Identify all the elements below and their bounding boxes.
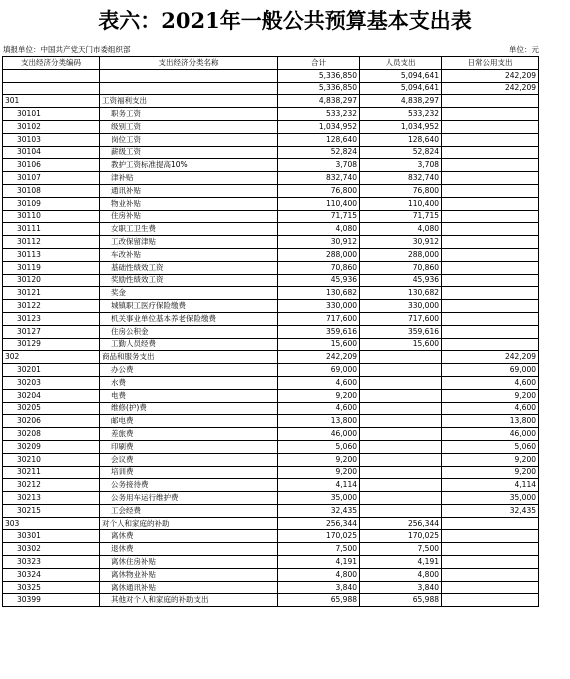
code-cell: 30205 [3,402,100,415]
name-cell: 基础性绩效工资 [100,261,278,274]
total-cell: 533,232 [278,108,360,121]
table-row [3,466,539,479]
personnel-cell: 5,094,641 [360,69,442,82]
table-row [3,274,539,287]
code-cell: 30104 [3,146,100,159]
personnel-cell [360,428,442,441]
table-row [3,364,539,377]
code-cell: 301 [3,95,100,108]
code-cell: 30213 [3,492,100,505]
budget-table [2,56,539,607]
code-cell: 302 [3,351,100,364]
name-cell: 培训费 [100,466,278,479]
public-cell [442,543,539,556]
public-cell [442,287,539,300]
personnel-cell: 30,912 [360,236,442,249]
public-cell [442,581,539,594]
table-row [3,543,539,556]
personnel-cell: 76,800 [360,184,442,197]
name-cell: 退休费 [100,543,278,556]
public-cell [442,95,539,108]
personnel-cell: 170,025 [360,530,442,543]
total-cell: 52,824 [278,146,360,159]
table-row [3,236,539,249]
personnel-cell: 832,740 [360,172,442,185]
table-row [3,479,539,492]
public-cell: 242,209 [442,82,539,95]
name-cell: 级别工资 [100,120,278,133]
name-cell: 离休物业补贴 [100,568,278,581]
code-cell: 30103 [3,133,100,146]
public-cell [442,133,539,146]
total-cell: 3,840 [278,581,360,594]
name-cell: 岗位工资 [100,133,278,146]
name-cell: 薪级工资 [100,146,278,159]
total-cell: 71,715 [278,210,360,223]
table-row [3,95,539,108]
public-cell: 4,600 [442,402,539,415]
total-cell: 5,336,850 [278,69,360,82]
name-cell: 办公费 [100,364,278,377]
code-cell: 30108 [3,184,100,197]
total-cell: 30,912 [278,236,360,249]
code-cell: 30399 [3,594,100,607]
table-row [3,210,539,223]
total-cell: 9,200 [278,389,360,402]
total-cell: 4,600 [278,402,360,415]
name-cell: 公务用车运行维护费 [100,492,278,505]
public-cell [442,517,539,530]
total-cell: 76,800 [278,184,360,197]
public-cell: 46,000 [442,428,539,441]
total-cell: 5,336,850 [278,82,360,95]
table-row [3,159,539,172]
name-cell: 维修(护)费 [100,402,278,415]
table-row [3,453,539,466]
public-cell [442,594,539,607]
table-row [3,172,539,185]
personnel-cell: 256,344 [360,517,442,530]
public-cell [442,184,539,197]
personnel-cell: 45,936 [360,274,442,287]
code-cell: 30113 [3,248,100,261]
name-cell: 住房补贴 [100,210,278,223]
code-cell: 30129 [3,338,100,351]
code-cell [3,82,100,95]
personnel-cell: 7,500 [360,543,442,556]
code-cell: 30120 [3,274,100,287]
table-row [3,146,539,159]
public-cell [442,568,539,581]
code-cell: 30206 [3,415,100,428]
currency-unit: 单位：元 [509,45,539,54]
code-cell: 30101 [3,108,100,121]
name-cell: 离休通讯补贴 [100,581,278,594]
table-row [3,517,539,530]
public-cell [442,210,539,223]
personnel-cell: 717,600 [360,312,442,325]
name-cell: 奖金 [100,287,278,300]
personnel-cell: 130,682 [360,287,442,300]
code-cell: 30215 [3,504,100,517]
public-cell: 69,000 [442,364,539,377]
total-cell: 4,114 [278,479,360,492]
public-cell [442,197,539,210]
total-cell: 4,600 [278,376,360,389]
personnel-cell: 4,800 [360,568,442,581]
total-cell: 4,080 [278,223,360,236]
public-cell: 32,435 [442,504,539,517]
code-cell: 30111 [3,223,100,236]
column-header-personnel: 人员支出 [360,57,442,70]
total-cell: 7,500 [278,543,360,556]
public-cell: 242,209 [442,351,539,364]
public-cell [442,108,539,121]
personnel-cell: 52,824 [360,146,442,159]
table-row [3,184,539,197]
code-cell [3,69,100,82]
table-row [3,402,539,415]
total-cell: 70,860 [278,261,360,274]
name-cell: 车改补贴 [100,248,278,261]
public-cell [442,223,539,236]
personnel-cell [360,351,442,364]
total-cell: 9,200 [278,453,360,466]
code-cell: 30302 [3,543,100,556]
column-header-name: 支出经济分类名称 [100,57,278,70]
code-cell: 30123 [3,312,100,325]
personnel-cell: 533,232 [360,108,442,121]
code-cell: 30201 [3,364,100,377]
personnel-cell [360,389,442,402]
total-cell: 13,800 [278,415,360,428]
code-cell: 30211 [3,466,100,479]
name-cell: 工会经费 [100,504,278,517]
total-cell: 256,344 [278,517,360,530]
name-cell: 水费 [100,376,278,389]
total-cell: 170,025 [278,530,360,543]
table-row [3,415,539,428]
personnel-cell [360,415,442,428]
total-cell: 128,640 [278,133,360,146]
name-cell: 印刷费 [100,440,278,453]
table-header-row [3,57,539,70]
table-row [3,556,539,569]
public-cell: 242,209 [442,69,539,82]
table-row [3,261,539,274]
personnel-cell: 4,838,297 [360,95,442,108]
total-cell: 65,988 [278,594,360,607]
name-cell [100,82,278,95]
total-cell: 4,838,297 [278,95,360,108]
total-cell: 4,191 [278,556,360,569]
table-row [3,108,539,121]
name-cell: 商品和服务支出 [100,351,278,364]
personnel-cell: 330,000 [360,300,442,313]
table-row [3,120,539,133]
table-row [3,568,539,581]
personnel-cell [360,504,442,517]
code-cell: 30110 [3,210,100,223]
table-row [3,287,539,300]
table-row [3,594,539,607]
personnel-cell: 5,094,641 [360,82,442,95]
table-row [3,376,539,389]
personnel-cell: 3,708 [360,159,442,172]
code-cell: 30323 [3,556,100,569]
table-row [3,300,539,313]
name-cell: 城镇职工医疗保险缴费 [100,300,278,313]
table-row [3,428,539,441]
public-cell: 35,000 [442,492,539,505]
personnel-cell [360,492,442,505]
reporting-unit: 填报单位：中国共产党天门市委组织部 [3,45,131,54]
public-cell [442,236,539,249]
personnel-cell: 359,616 [360,325,442,338]
table-row [3,248,539,261]
total-cell: 35,000 [278,492,360,505]
total-cell: 130,682 [278,287,360,300]
personnel-cell [360,440,442,453]
code-cell: 30122 [3,300,100,313]
code-cell: 30203 [3,376,100,389]
table-row [3,351,539,364]
code-cell: 30106 [3,159,100,172]
name-cell: 邮电费 [100,415,278,428]
total-cell: 5,060 [278,440,360,453]
code-cell: 30121 [3,287,100,300]
personnel-cell [360,466,442,479]
page-title: 表六：2021年一般公共预算基本支出表 [98,8,472,33]
total-cell: 32,435 [278,504,360,517]
public-cell: 9,200 [442,466,539,479]
code-cell: 30119 [3,261,100,274]
name-cell: 职务工资 [100,108,278,121]
total-cell: 1,034,952 [278,120,360,133]
personnel-cell [360,453,442,466]
personnel-cell [360,376,442,389]
name-cell [100,69,278,82]
personnel-cell: 110,400 [360,197,442,210]
code-cell: 30212 [3,479,100,492]
name-cell: 工资福利支出 [100,95,278,108]
personnel-cell [360,364,442,377]
public-cell [442,325,539,338]
personnel-cell: 70,860 [360,261,442,274]
public-cell: 4,114 [442,479,539,492]
code-cell: 30301 [3,530,100,543]
table-row [3,492,539,505]
name-cell: 机关事业单位基本养老保险缴费 [100,312,278,325]
public-cell [442,274,539,287]
public-cell: 9,200 [442,453,539,466]
table-row [3,581,539,594]
code-cell: 30107 [3,172,100,185]
code-cell: 30204 [3,389,100,402]
name-cell: 教护工资标准提高10% [100,159,278,172]
name-cell: 工勤人员经费 [100,338,278,351]
total-cell: 3,708 [278,159,360,172]
column-header-code: 支出经济分类编码 [3,57,100,70]
public-cell [442,159,539,172]
name-cell: 通讯补贴 [100,184,278,197]
code-cell: 30127 [3,325,100,338]
total-cell: 288,000 [278,248,360,261]
name-cell: 奖励性绩效工资 [100,274,278,287]
table-row [3,133,539,146]
name-cell: 物业补贴 [100,197,278,210]
personnel-cell: 65,988 [360,594,442,607]
total-cell: 110,400 [278,197,360,210]
public-cell [442,338,539,351]
total-cell: 46,000 [278,428,360,441]
name-cell: 电费 [100,389,278,402]
public-cell: 5,060 [442,440,539,453]
total-cell: 359,616 [278,325,360,338]
code-cell: 30109 [3,197,100,210]
public-cell [442,120,539,133]
code-cell: 30324 [3,568,100,581]
public-cell [442,146,539,159]
column-header-total: 合计 [278,57,360,70]
total-cell: 9,200 [278,466,360,479]
table-body [3,69,539,606]
public-cell: 9,200 [442,389,539,402]
public-cell [442,530,539,543]
public-cell [442,248,539,261]
name-cell: 住房公积金 [100,325,278,338]
total-cell: 330,000 [278,300,360,313]
personnel-cell [360,479,442,492]
name-cell: 差旅费 [100,428,278,441]
name-cell: 津补贴 [100,172,278,185]
total-cell: 4,800 [278,568,360,581]
table-row [3,69,539,82]
table-row [3,389,539,402]
code-cell: 30210 [3,453,100,466]
name-cell: 工改保留津贴 [100,236,278,249]
total-cell: 242,209 [278,351,360,364]
personnel-cell: 288,000 [360,248,442,261]
name-cell: 离休住房补贴 [100,556,278,569]
total-cell: 15,600 [278,338,360,351]
code-cell: 30325 [3,581,100,594]
code-cell: 30102 [3,120,100,133]
personnel-cell [360,402,442,415]
personnel-cell: 71,715 [360,210,442,223]
code-cell: 30208 [3,428,100,441]
total-cell: 69,000 [278,364,360,377]
public-cell: 4,600 [442,376,539,389]
table-row [3,223,539,236]
total-cell: 717,600 [278,312,360,325]
personnel-cell: 4,191 [360,556,442,569]
public-cell [442,312,539,325]
table-row [3,338,539,351]
public-cell: 13,800 [442,415,539,428]
table-row [3,312,539,325]
name-cell: 公务接待费 [100,479,278,492]
public-cell [442,261,539,274]
personnel-cell: 15,600 [360,338,442,351]
personnel-cell: 3,840 [360,581,442,594]
name-cell: 对个人和家庭的补助 [100,517,278,530]
personnel-cell: 1,034,952 [360,120,442,133]
name-cell: 离休费 [100,530,278,543]
personnel-cell: 128,640 [360,133,442,146]
personnel-cell: 4,080 [360,223,442,236]
table-row [3,82,539,95]
code-cell: 30209 [3,440,100,453]
public-cell [442,300,539,313]
code-cell: 303 [3,517,100,530]
column-header-public: 日常公用支出 [442,57,539,70]
name-cell: 女职工卫生费 [100,223,278,236]
name-cell: 会议费 [100,453,278,466]
code-cell: 30112 [3,236,100,249]
name-cell: 其他对个人和家庭的补助支出 [100,594,278,607]
public-cell [442,556,539,569]
table-row [3,440,539,453]
table-row [3,197,539,210]
table-row [3,530,539,543]
table-row [3,325,539,338]
total-cell: 45,936 [278,274,360,287]
table-row [3,504,539,517]
public-cell [442,172,539,185]
total-cell: 832,740 [278,172,360,185]
